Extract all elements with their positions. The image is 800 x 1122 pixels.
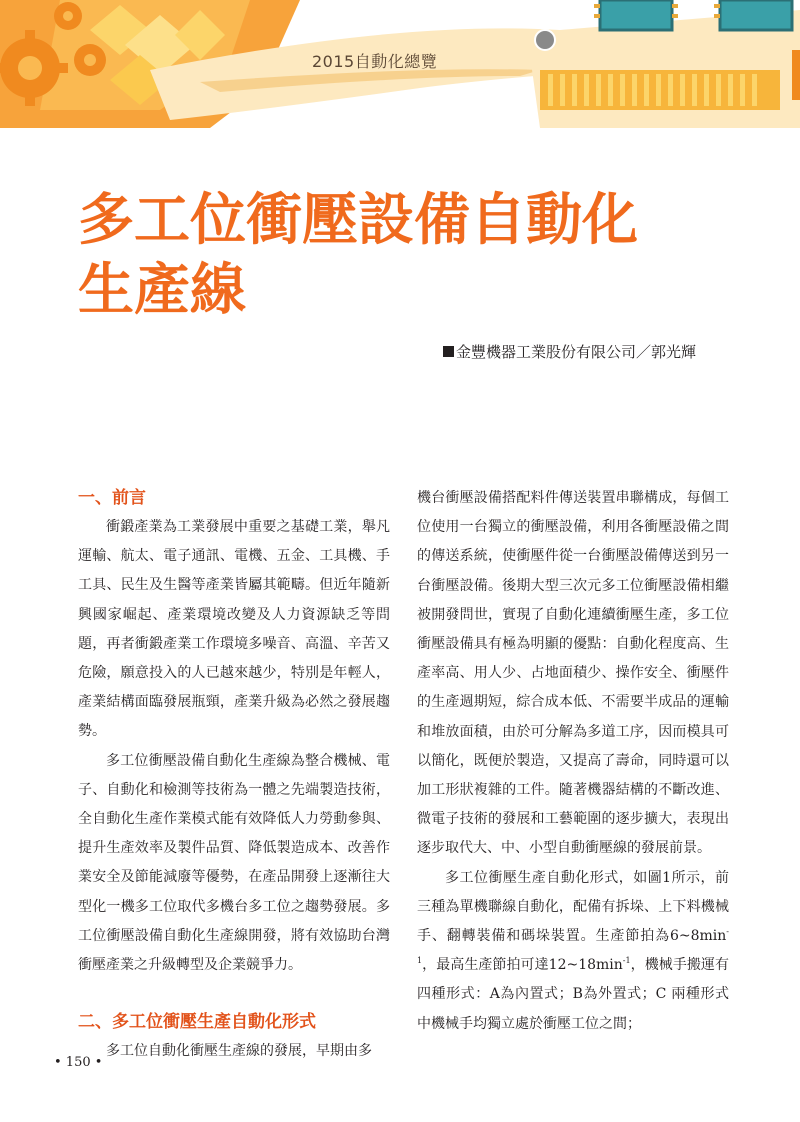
page-number: • 150 • [54,1055,103,1070]
paragraph-2-part-c: ，機械手搬運有四種形式：A為內置式；B為外置式；C 兩種形式中機械手均獨立處於衝壓工位之間； [417,957,729,1032]
title-line-1: 多工位衝壓設備自動化 [78,188,638,253]
paragraph-2-part-b: ，最高生產節拍可達12~18min [422,957,623,974]
section-2-paragraph-2 [417,864,729,1039]
running-header-title: 2015自動化總覽 [312,52,438,71]
paragraph-2-part-a: 多工位衝壓生產自動化形式，如圖1所示，前三種為單機聯線自動化，配備有拆垛、上下料機械手、翻轉裝備和碼垛裝置。生產節拍為6~8min [417,869,729,945]
section-2-paragraph-start: 多工位自動化衝壓生產線的發展，早期由多 [106,1043,372,1060]
superscript-2: -1 [622,956,631,966]
section-2-paragraph-continued: 機台衝壓設備搭配料件傳送裝置串聯構成，每個工位使用一台獨立的衝壓設備，利用各衝壓設備之間的傳送系統，使衝壓件從一台衝壓設備傳送到另一台衝壓設備。後期大型三次元多工位衝壓設備相繼被開發問世，實現了自動化連續衝壓生產，多工位衝壓設備具有極為明顯的優點：自動化程度高、生產率高、用人少、占地面積少、操作安全、衝壓件的生產週期短，綜合成本低、不需要半成品的運輸和堆放面積，由於可分解為多道工序，因而模具可以簡化，既便於製造，又提高了壽命，同時還可以加工形狀複雜的工件。隨著機器結構的不斷改進、微電子技術的發展和工藝範圍的逐步擴大，表現出逐步取代大、中、小型自動衝壓線的發展前景。 [417,490,729,857]
section-1-heading: 一、前言 [78,488,146,508]
left-column [78,484,390,1066]
title-line-2: 生產線 [78,258,246,323]
header-banner [0,0,800,128]
section-2-heading: 二、多工位衝壓生產自動化形式 [78,1012,316,1033]
right-column [417,484,729,1039]
article-title [78,186,758,326]
author-text: 金豐機器工業股份有限公司／郭光輝 [455,343,696,361]
section-1-paragraph-2: 多工位衝壓設備自動化生產線為整合機械、電子、自動化和檢測等技術為一體之先端製造技術，全自動化生產作業模式能有效降低人力勞動參與、提升生產效率及製件品質、降低製造成本、改善作業安全及節能減廢等優勢，在產品開發上逐漸往大型化一機多工位取代多機台多工位之趨勢發展。多工位衝壓設備自動化生產線開發，將有效協助台灣衝壓產業之升級轉型及企業競爭力。 [78,752,390,974]
section-1-paragraph-1: 衝鍛產業為工業發展中重要之基礎工業，舉凡運輸、航太、電子通訊、電機、五金、工具機、手工具、民生及生醫等產業皆屬其範疇。但近年隨新興國家崛起、產業環境改變及人力資源缺乏等問題，再者衝鍛產業工作環境多噪音、高溫、辛苦又危險，願意投入的人已越來越少，特別是年輕人，產業結構面臨發展瓶頸，產業升級為必然之發展趨勢。 [78,519,390,740]
square-bullet-icon [443,346,454,357]
superscript-1: -1 [417,927,729,966]
author-line [443,341,696,362]
